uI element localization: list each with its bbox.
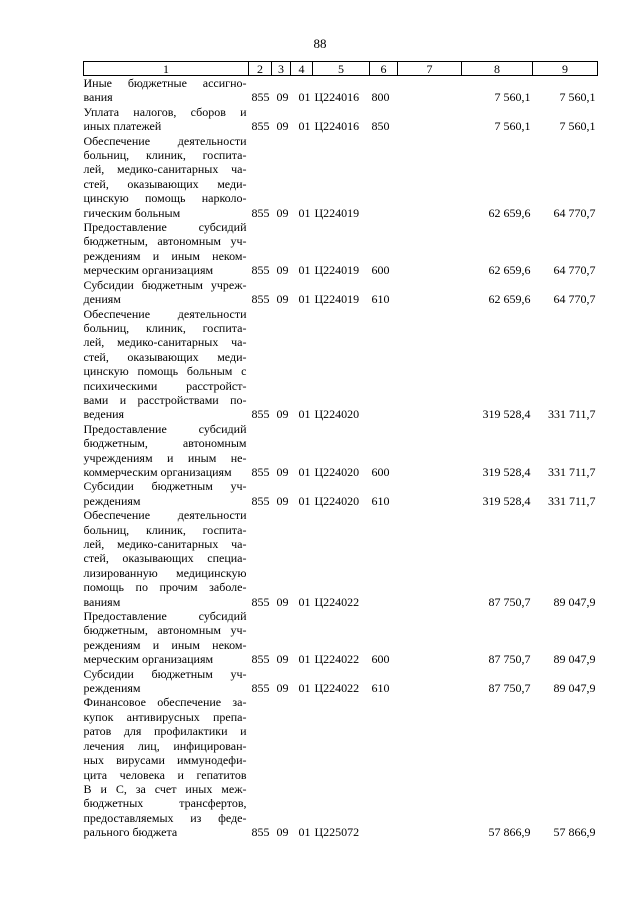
row-name-line: реждениям (83, 493, 141, 508)
col-7-value (398, 609, 462, 667)
table-row (84, 76, 598, 105)
header-cell: 7 (398, 62, 462, 76)
table-row (84, 667, 598, 696)
expense-type: 600 (371, 464, 390, 479)
row-name-line: цинскую помощь нарколо- (83, 191, 247, 206)
amount-col-9: 331 711,7 (547, 493, 596, 508)
row-name-line: гическим больным (83, 205, 181, 220)
row-name-line: ведения (83, 407, 125, 422)
row-name-line: цинскую помощь больным с (83, 364, 247, 379)
row-name-line: предоставляемых из феде- (83, 810, 247, 825)
col-7-value (398, 422, 462, 480)
expense-type: 600 (371, 263, 390, 278)
amount-col-9: 7 560,1 (559, 119, 596, 134)
admin-code: 855 (251, 90, 270, 105)
row-name-line: иных платежей (83, 119, 162, 134)
row-name (84, 220, 249, 278)
row-name (84, 609, 249, 667)
col-7-value (398, 307, 462, 422)
row-name-line: цита человека и гепатитов (83, 767, 247, 782)
col-7-value (398, 134, 462, 220)
amount-col-8: 7 560,1 (494, 119, 531, 134)
row-name (84, 667, 249, 696)
budget-table (83, 61, 598, 840)
row-name-line: Субсидии бюджетным уч- (83, 479, 247, 494)
expense-type: 610 (371, 493, 390, 508)
row-name-line: бюджетных трансфертов, (83, 796, 247, 811)
admin-code: 855 (251, 119, 270, 134)
header-cell: 9 (533, 62, 598, 76)
row-name-line: бюджетным, автономным (83, 436, 247, 451)
amount-col-9: 331 711,7 (547, 464, 596, 479)
subsection-code: 01 (298, 90, 311, 105)
row-name-line: рального бюджета (83, 825, 178, 840)
amount-col-9: 57 866,9 (553, 825, 596, 840)
table-row (84, 508, 598, 609)
col-7-value (398, 508, 462, 609)
expense-type: 800 (371, 90, 390, 105)
target-article: Ц225072 (314, 825, 360, 840)
expense-type (370, 508, 398, 609)
amount-col-9: 64 770,7 (553, 205, 596, 220)
amount-col-8: 319 528,4 (482, 493, 531, 508)
amount-col-8: 319 528,4 (482, 464, 531, 479)
section-code: 09 (276, 407, 289, 422)
subsection-code: 01 (298, 594, 311, 609)
row-name-line: лей, медико-санитарных ча- (83, 162, 247, 177)
target-article: Ц224020 (314, 464, 360, 479)
row-name-line: купок антивирусных препа- (83, 709, 247, 724)
row-name (84, 479, 249, 508)
subsection-code: 01 (298, 825, 311, 840)
row-name-line: вания (83, 90, 113, 105)
target-article: Ц224022 (314, 652, 360, 667)
section-code: 09 (276, 681, 289, 696)
target-article: Ц224016 (314, 90, 360, 105)
row-name-line: стей, оказывающих меди- (83, 176, 247, 191)
table-row (84, 134, 598, 220)
subsection-code: 01 (298, 292, 311, 307)
row-name (84, 105, 249, 134)
amount-col-8: 319 528,4 (482, 407, 531, 422)
section-code: 09 (276, 464, 289, 479)
row-name (84, 76, 249, 105)
expense-type: 610 (371, 681, 390, 696)
amount-col-8: 87 750,7 (488, 681, 531, 696)
page-number: 88 (313, 36, 327, 51)
admin-code: 855 (251, 493, 270, 508)
section-code: 09 (276, 90, 289, 105)
expense-type: 600 (371, 652, 390, 667)
row-name-line: Обеспечение деятельности (83, 133, 247, 148)
subsection-code: 01 (298, 681, 311, 696)
amount-col-9: 89 047,9 (553, 594, 596, 609)
row-name-line: Финансовое обеспечение за- (83, 695, 247, 710)
expense-type (370, 695, 398, 839)
table-header (84, 62, 598, 76)
amount-col-8: 62 659,6 (488, 205, 531, 220)
row-name-line: реждениям и иным неком- (83, 637, 247, 652)
row-name-line: реждениям (83, 681, 141, 696)
row-name-line: ных вирусами иммунодефи- (83, 753, 247, 768)
admin-code: 855 (251, 464, 270, 479)
section-code: 09 (276, 825, 289, 840)
subsection-code: 01 (298, 119, 311, 134)
row-name-line: коммерческим организациям (83, 464, 232, 479)
col-7-value (398, 667, 462, 696)
amount-col-8: 87 750,7 (488, 652, 531, 667)
col-7-value (398, 695, 462, 839)
row-name-line: психическими расстройст- (83, 378, 247, 393)
row-name (84, 278, 249, 307)
section-code: 09 (276, 292, 289, 307)
header-row (84, 62, 598, 76)
table-row (84, 422, 598, 480)
row-name-line: Предоставление субсидий (83, 220, 247, 235)
section-code: 09 (276, 263, 289, 278)
table-body (84, 76, 598, 840)
row-name-line: реждениям и иным неком- (83, 248, 247, 263)
row-name-line: больниц, клиник, госпита- (83, 148, 247, 163)
row-name-line: стей, оказывающих меди- (83, 349, 247, 364)
row-name-line: лизированную медицинскую (83, 565, 247, 580)
admin-code: 855 (251, 594, 270, 609)
row-name-line: бюджетным, автономным уч- (83, 234, 247, 249)
row-name-line: Предоставление субсидий (83, 609, 247, 624)
col-7-value (398, 105, 462, 134)
amount-col-9: 331 711,7 (547, 407, 596, 422)
target-article: Ц224022 (314, 681, 360, 696)
table-row (84, 307, 598, 422)
subsection-code: 01 (298, 464, 311, 479)
table-row (84, 278, 598, 307)
col-7-value (398, 479, 462, 508)
target-article: Ц224020 (314, 493, 360, 508)
header-cell: 8 (462, 62, 533, 76)
col-7-value (398, 76, 462, 105)
row-name (84, 134, 249, 220)
row-name-line: бюджетным, автономным уч- (83, 623, 247, 638)
table-row (84, 479, 598, 508)
admin-code: 855 (251, 292, 270, 307)
row-name-line: ваниям (83, 594, 121, 609)
admin-code: 855 (251, 681, 270, 696)
header-cell: 1 (84, 62, 249, 76)
row-name-line: мерческим организациям (83, 652, 214, 667)
row-name-line: больниц, клиник, госпита- (83, 320, 247, 335)
row-name-line: дениям (83, 292, 121, 307)
target-article: Ц224016 (314, 119, 360, 134)
header-cell: 5 (313, 62, 370, 76)
header-cell: 3 (272, 62, 291, 76)
admin-code: 855 (251, 407, 270, 422)
row-name (84, 695, 249, 839)
target-article: Ц224022 (314, 594, 360, 609)
amount-col-9: 64 770,7 (553, 292, 596, 307)
expense-type: 610 (371, 292, 390, 307)
section-code: 09 (276, 119, 289, 134)
target-article: Ц224019 (314, 292, 360, 307)
amount-col-9: 64 770,7 (553, 263, 596, 278)
amount-col-8: 62 659,6 (488, 292, 531, 307)
section-code: 09 (276, 652, 289, 667)
row-name-line: Обеспечение деятельности (83, 306, 247, 321)
row-name-line: помощь по прочим заболе- (83, 580, 247, 595)
header-cell: 6 (370, 62, 398, 76)
subsection-code: 01 (298, 263, 311, 278)
section-code: 09 (276, 493, 289, 508)
admin-code: 855 (251, 263, 270, 278)
row-name-line: Уплата налогов, сборов и (83, 104, 247, 119)
row-name (84, 508, 249, 609)
row-name-line: лечения лиц, инфицирован- (83, 738, 247, 753)
amount-col-9: 89 047,9 (553, 652, 596, 667)
amount-col-9: 7 560,1 (559, 90, 596, 105)
row-name-line: учреждениям и иным не- (83, 450, 247, 465)
header-cell: 4 (291, 62, 313, 76)
subsection-code: 01 (298, 493, 311, 508)
row-name-line: лей, медико-санитарных ча- (83, 335, 247, 350)
row-name (84, 307, 249, 422)
subsection-code: 01 (298, 407, 311, 422)
row-name-line: больниц, клиник, госпита- (83, 522, 247, 537)
row-name-line: Субсидии бюджетным уч- (83, 666, 247, 681)
row-name-line: ратов для профилактики и (83, 724, 247, 739)
target-article: Ц224020 (314, 407, 360, 422)
table-row (84, 220, 598, 278)
table-row (84, 695, 598, 839)
amount-col-9: 89 047,9 (553, 681, 596, 696)
target-article: Ц224019 (314, 205, 360, 220)
table-row (84, 105, 598, 134)
col-7-value (398, 278, 462, 307)
admin-code: 855 (251, 825, 270, 840)
expense-type (370, 307, 398, 422)
subsection-code: 01 (298, 205, 311, 220)
subsection-code: 01 (298, 652, 311, 667)
admin-code: 855 (251, 652, 270, 667)
amount-col-8: 57 866,9 (488, 825, 531, 840)
row-name-line: стей, оказывающих специа- (83, 551, 247, 566)
expense-type (370, 134, 398, 220)
row-name (84, 422, 249, 480)
table-row (84, 609, 598, 667)
section-code: 09 (276, 205, 289, 220)
section-code: 09 (276, 594, 289, 609)
row-name-line: Предоставление субсидий (83, 421, 247, 436)
amount-col-8: 62 659,6 (488, 263, 531, 278)
row-name-line: Обеспечение деятельности (83, 508, 247, 523)
target-article: Ц224019 (314, 263, 360, 278)
row-name-line: лей, медико-санитарных ча- (83, 537, 247, 551)
row-name-line: мерческим организациям (83, 263, 214, 278)
amount-col-8: 87 750,7 (488, 594, 531, 609)
header-cell: 2 (249, 62, 272, 76)
expense-type: 850 (371, 119, 390, 134)
amount-col-8: 7 560,1 (494, 90, 531, 105)
col-7-value (398, 220, 462, 278)
row-name-line: В и С, за счет иных меж- (83, 781, 247, 796)
admin-code: 855 (251, 205, 270, 220)
row-name-line: вами и расстройствами по- (83, 392, 247, 407)
row-name-line: Иные бюджетные ассигно- (83, 76, 247, 90)
row-name-line: Субсидии бюджетным учреж- (83, 277, 247, 292)
